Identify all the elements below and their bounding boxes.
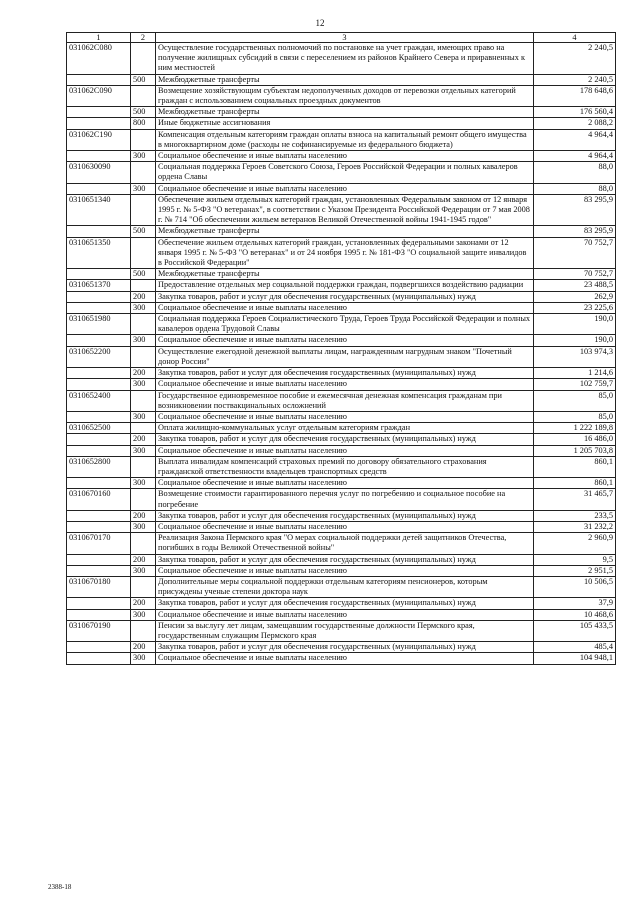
row-name: Межбюджетные трансферты [156,107,534,118]
row-amount: 83 295,9 [534,194,616,226]
row-name: Социальное обеспечение и иные выплаты населению [156,521,534,532]
row-name: Закупка товаров, работ и услуг для обеспечения государственных (муниципальных) нужд [156,291,534,302]
row-name: Дополнительные меры социальной поддержки отдельным категориям пенсионеров, которым присуждены ученые степени доктора наук [156,576,534,597]
row-expense-type: 300 [131,445,156,456]
table-row [67,478,616,489]
row-code: 031062С190 [67,129,131,150]
row-amount: 37,9 [534,598,616,609]
row-expense-type: 200 [131,510,156,521]
row-amount: 2 240,5 [534,74,616,85]
row-code [67,368,131,379]
row-name: Закупка товаров, работ и услуг для обеспечения государственных (муниципальных) нужд [156,554,534,565]
row-code [67,445,131,456]
row-code [67,151,131,162]
row-expense-type: 200 [131,598,156,609]
row-amount: 31 465,7 [534,489,616,510]
table-row [67,598,616,609]
row-amount: 262,9 [534,291,616,302]
row-expense-type: 200 [131,368,156,379]
row-name: Межбюджетные трансферты [156,74,534,85]
row-name: Социальное обеспечение и иные выплаты населению [156,302,534,313]
row-name: Осуществление ежегодной денежной выплаты лицам, награжденным нагрудным знаком "Почетный донор России" [156,346,534,367]
row-amount: 10 468,6 [534,609,616,620]
row-amount: 1 205 703,8 [534,445,616,456]
row-expense-type: 300 [131,183,156,194]
row-code [67,554,131,565]
row-expense-type [131,314,156,335]
row-code [67,478,131,489]
row-amount: 2 960,9 [534,533,616,554]
row-expense-type: 200 [131,554,156,565]
row-name: Межбюджетные трансферты [156,226,534,237]
row-name: Социальное обеспечение и иные выплаты населению [156,609,534,620]
row-expense-type [131,576,156,597]
table-row [67,335,616,346]
row-expense-type [131,162,156,183]
row-name: Социальное обеспечение и иные выплаты населению [156,183,534,194]
row-name: Социальное обеспечение и иные выплаты населению [156,335,534,346]
table-row [67,237,616,269]
row-code [67,291,131,302]
row-code [67,609,131,620]
row-name: Социальное обеспечение и иные выплаты населению [156,653,534,664]
row-code [67,653,131,664]
table-row [67,576,616,597]
row-code: 0310652400 [67,390,131,411]
table-row [67,423,616,434]
row-expense-type [131,423,156,434]
row-name: Межбюджетные трансферты [156,269,534,280]
row-name: Социальное обеспечение и иные выплаты населению [156,478,534,489]
row-name: Закупка товаров, работ и услуг для обеспечения государственных (муниципальных) нужд [156,510,534,521]
row-expense-type [131,620,156,641]
row-expense-type [131,533,156,554]
row-name: Закупка товаров, работ и услуг для обеспечения государственных (муниципальных) нужд [156,368,534,379]
row-code: 0310670190 [67,620,131,641]
row-expense-type: 300 [131,302,156,313]
row-expense-type: 200 [131,434,156,445]
table-row [67,302,616,313]
row-name: Пенсии за выслугу лет лицам, замещавшим государственные должности Пермского края, государственным служащим Пермского края [156,620,534,641]
row-code [67,226,131,237]
row-code [67,598,131,609]
table-row [67,74,616,85]
row-code [67,302,131,313]
row-amount: 2 088,2 [534,118,616,129]
table-row [67,314,616,335]
row-name: Закупка товаров, работ и услуг для обеспечения государственных (муниципальных) нужд [156,642,534,653]
row-code: 0310652500 [67,423,131,434]
row-amount: 85,0 [534,390,616,411]
row-expense-type: 300 [131,653,156,664]
row-amount: 16 486,0 [534,434,616,445]
row-expense-type [131,346,156,367]
row-expense-type [131,456,156,477]
table-row [67,653,616,664]
row-code: 0310651340 [67,194,131,226]
table-row [67,533,616,554]
row-code [67,379,131,390]
table-row [67,118,616,129]
table-row [67,107,616,118]
row-amount: 88,0 [534,162,616,183]
table-row [67,609,616,620]
table-row [67,642,616,653]
row-code: 0310651980 [67,314,131,335]
table-row [67,510,616,521]
row-name: Социальное обеспечение и иные выплаты населению [156,151,534,162]
table-row [67,346,616,367]
row-code [67,107,131,118]
row-expense-type: 200 [131,291,156,302]
table-row [67,162,616,183]
row-code: 0310630090 [67,162,131,183]
row-amount: 4 964,4 [534,129,616,150]
column-header-1: 1 [67,33,131,43]
row-code: 0310652200 [67,346,131,367]
budget-table [66,32,616,665]
table-row [67,620,616,641]
row-amount: 2 240,5 [534,43,616,75]
row-expense-type: 500 [131,107,156,118]
row-name: Предоставление отдельных мер социальной поддержки граждан, подвергшихся воздействию радиации [156,280,534,291]
row-expense-type: 300 [131,609,156,620]
table-row [67,368,616,379]
table-row [67,194,616,226]
row-name: Закупка товаров, работ и услуг для обеспечения государственных (муниципальных) нужд [156,598,534,609]
table-row [67,445,616,456]
footer-code: 2388-18 [48,883,72,891]
row-amount: 860,1 [534,478,616,489]
row-name: Социальное обеспечение и иные выплаты населению [156,379,534,390]
row-amount: 104 948,1 [534,653,616,664]
row-amount: 860,1 [534,456,616,477]
row-amount: 105 433,5 [534,620,616,641]
row-amount: 70 752,7 [534,269,616,280]
row-name: Реализация Закона Пермского края "О мерах социальной поддержки детей защитников Отечества, погибших в годы Великой Отечественной войны" [156,533,534,554]
column-header-3: 3 [156,33,534,43]
row-amount: 83 295,9 [534,226,616,237]
row-expense-type: 300 [131,151,156,162]
row-expense-type [131,237,156,269]
table-row [67,565,616,576]
row-name: Обеспечение жильем отдельных категорий граждан, установленных федеральными законами от 12 января 1995 г. № 5-ФЗ "О ветеранах" и от 24 ноября 1995 г. № 181-ФЗ "О социальной защите инвалидов в Российской Федерации" [156,237,534,269]
row-amount: 31 232,2 [534,521,616,532]
row-amount: 233,5 [534,510,616,521]
row-name: Иные бюджетные ассигнования [156,118,534,129]
row-name: Осуществление государственных полномочий по постановке на учет граждан, имеющих право на получение жилищных субсидий в связи с переселением из районов Крайнего Севера и приравненных к ним местностей [156,43,534,75]
row-amount: 102 759,7 [534,379,616,390]
row-name: Выплата инвалидам компенсаций страховых премий по договору обязательного страхования гражданской ответственности владельцев транспортных средств [156,456,534,477]
row-name: Закупка товаров, работ и услуг для обеспечения государственных (муниципальных) нужд [156,434,534,445]
row-amount: 190,0 [534,335,616,346]
row-amount: 1 214,6 [534,368,616,379]
row-amount: 4 964,4 [534,151,616,162]
row-expense-type: 300 [131,335,156,346]
row-amount: 103 974,3 [534,346,616,367]
table-row [67,129,616,150]
row-code [67,521,131,532]
row-name: Социальное обеспечение и иные выплаты населению [156,565,534,576]
row-expense-type: 800 [131,118,156,129]
row-name: Государственное единовременное пособие и ежемесячная денежная компенсация гражданам при возникновении поствакцинальных осложнений [156,390,534,411]
row-amount: 88,0 [534,183,616,194]
row-amount: 1 222 189,8 [534,423,616,434]
row-name: Оплата жилищно-коммунальных услуг отдельным категориям граждан [156,423,534,434]
row-amount: 178 648,6 [534,85,616,106]
row-expense-type [131,43,156,75]
row-amount: 9,5 [534,554,616,565]
table-row [67,379,616,390]
row-code [67,269,131,280]
row-expense-type: 200 [131,642,156,653]
row-name: Социальная поддержка Героев Социалистического Труда, Героев Труда Российской Федерации и полных кавалеров ордена Трудовой Славы [156,314,534,335]
row-code [67,335,131,346]
row-amount: 10 506,5 [534,576,616,597]
table-row [67,269,616,280]
column-header-2: 2 [131,33,156,43]
row-name: Социальная поддержка Героев Советского Союза, Героев Российской Федерации и полных кавалеров ордена Славы [156,162,534,183]
table-row [67,489,616,510]
page-number: 12 [315,18,325,28]
row-code: 0310670170 [67,533,131,554]
row-expense-type: 300 [131,379,156,390]
row-code [67,434,131,445]
row-code: 0310670180 [67,576,131,597]
row-amount: 2 951,5 [534,565,616,576]
row-name: Возмещение хозяйствующим субъектам недополученных доходов от перевозки отдельных категорий граждан с использованием социальных проездных документов [156,85,534,106]
row-code: 0310651350 [67,237,131,269]
row-expense-type [131,489,156,510]
table-row [67,390,616,411]
row-expense-type [131,194,156,226]
table-row [67,226,616,237]
row-code: 0310670160 [67,489,131,510]
row-amount: 85,0 [534,411,616,422]
row-expense-type: 300 [131,521,156,532]
row-code: 0310652800 [67,456,131,477]
table-row [67,456,616,477]
table-row [67,151,616,162]
table-row [67,291,616,302]
row-expense-type: 500 [131,74,156,85]
row-code: 031062С080 [67,43,131,75]
column-header-4: 4 [534,33,616,43]
row-name: Социальное обеспечение и иные выплаты населению [156,445,534,456]
table-row [67,411,616,422]
table-row [67,85,616,106]
table-row [67,183,616,194]
table-row [67,43,616,75]
table-header-row [67,33,616,43]
row-expense-type [131,85,156,106]
row-expense-type: 500 [131,269,156,280]
row-expense-type: 300 [131,565,156,576]
row-expense-type [131,129,156,150]
row-expense-type: 300 [131,478,156,489]
row-code: 031062С090 [67,85,131,106]
row-expense-type [131,390,156,411]
row-amount: 23 225,6 [534,302,616,313]
row-expense-type [131,280,156,291]
row-expense-type: 500 [131,226,156,237]
row-name: Компенсация отдельным категориям граждан оплаты взноса на капитальный ремонт общего имущества в многоквартирном доме (расходы не софинансируемые из федерального бюджета) [156,129,534,150]
row-amount: 23 488,5 [534,280,616,291]
table-row [67,434,616,445]
row-code [67,74,131,85]
table-body [67,43,616,665]
row-amount: 485,4 [534,642,616,653]
row-code [67,642,131,653]
row-code [67,411,131,422]
table-row [67,280,616,291]
row-name: Обеспечение жильем отдельных категорий граждан, установленных Федеральным законом от 12 января 1995 г. № 5-ФЗ "О ветеранах", в соответствии с Указом Президента Российской Федерации от 7 мая 2008 г. № 714 "Об обеспечении жильем ветеранов Великой Отечественной войны 1941-1945 годов" [156,194,534,226]
row-code [67,510,131,521]
row-code: 0310651370 [67,280,131,291]
row-amount: 176 560,4 [534,107,616,118]
table-row [67,521,616,532]
row-code [67,118,131,129]
row-amount: 70 752,7 [534,237,616,269]
row-name: Возмещение стоимости гарантированного перечня услуг по погребению и социальное пособие на погребение [156,489,534,510]
row-name: Социальное обеспечение и иные выплаты населению [156,411,534,422]
table-row [67,554,616,565]
row-expense-type: 300 [131,411,156,422]
row-code [67,565,131,576]
row-code [67,183,131,194]
row-amount: 190,0 [534,314,616,335]
